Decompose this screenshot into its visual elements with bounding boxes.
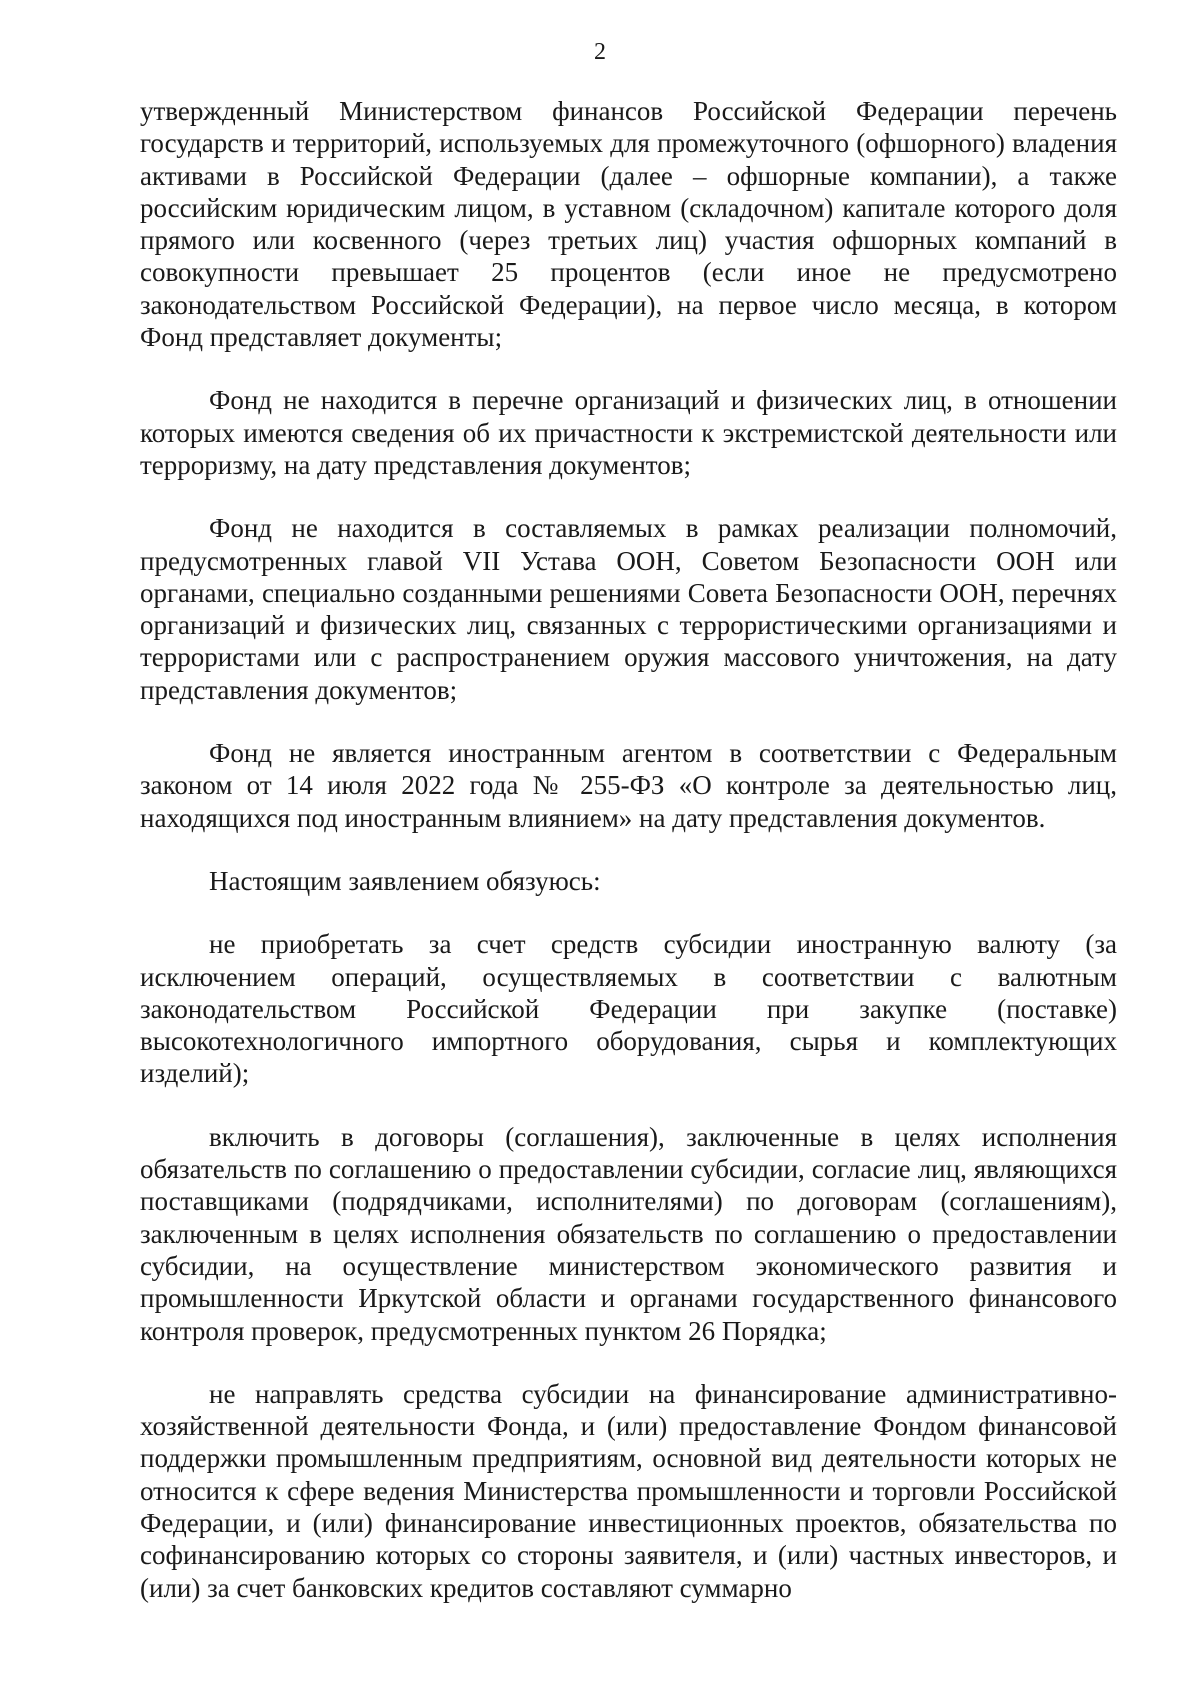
paragraph-contract-consent: включить в договоры (соглашения), заключенные в целях исполнения обязательств по соглашению о предоставлении субсидии, согласие лиц, являющихся поставщиками (подрядчиками, исполнителями) по договорам (соглашениям), заключенным в целях исполнения обязательств по соглашению о предоставлении субсидии, на осуществление министерством экономического развития и промышленности Иркутской области и органами государственного финансового контроля проверок, предусмотренных пунктом 26 Порядка; — [140, 1121, 1117, 1346]
paragraph-un-sanctions-list: Фонд не находится в составляемых в рамках реализации полномочий, предусмотренных главой VII Устава ООН, Советом Безопасности ООН или органами, специально созданными решениями Совета Безопасности ООН, перечнях организаций и физических лиц, связанных с террористическими организациями и террористами или с распространением оружия массового уничтожения, на дату представления документов; — [140, 513, 1117, 705]
paragraph-foreign-agent: Фонд не является иностранным агентом в соответствии с Федеральным законом от 14 июля 2022 года № 255-ФЗ «О контроле за деятельностью лиц, находящихся под иностранным влиянием» на дату представления документов. — [140, 738, 1117, 833]
paragraph-extremism-list: Фонд не находится в перечне организаций и физических лиц, в отношении которых имеются сведения об их причастности к экстремистской деятельности или терроризму, на дату представления документов; — [140, 385, 1117, 480]
paragraph-offshore-continuation: утвержденный Министерством финансов Российской Федерации перечень государств и территорий, используемых для промежуточного (офшорного) владения активами в Российской Федерации (далее – офшорные компании), а также российским юридическим лицом, в уставном (складочном) капитале которого доля прямого или косвенного (через третьих лиц) участия офшорных компаний в совокупности превышает 25 процентов (если иное не предусмотрено законодательством Российской Федерации), на первое число месяца, в котором Фонд представляет документы; — [140, 96, 1117, 353]
paragraph-foreign-currency: не приобретать за счет средств субсидии иностранную валюту (за исключением операций, осуществляемых в соответствии с валютным законодательством Российской Федерации при закупке (поставке) высокотехнологичного импортного оборудования, сырья и комплектующих изделий); — [140, 929, 1117, 1089]
document-body — [140, 95, 1117, 1604]
page-number: 2 — [594, 39, 606, 65]
paragraph-subsidy-restrictions: не направлять средства субсидии на финансирование административно-хозяйственной деятельности Фонда, и (или) предоставление Фондом финансовой поддержки промышленным предприятиям, основной вид деятельности которых не относится к сфере ведения Министерства промышленности и торговли Российской Федерации, и (или) финансирование инвестиционных проектов, обязательства по софинансированию которых со стороны заявителя, и (или) частных инвесторов, и (или) за счет банковских кредитов составляют суммарно — [140, 1378, 1117, 1603]
paragraph-obligations-intro: Настоящим заявлением обязуюсь: — [209, 865, 601, 896]
